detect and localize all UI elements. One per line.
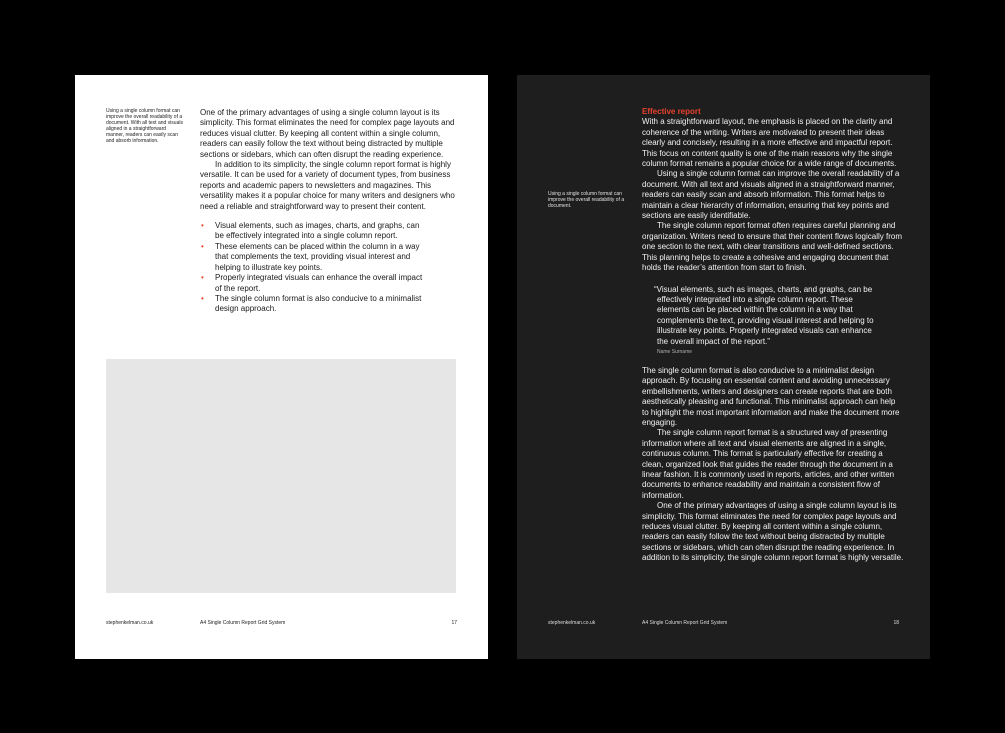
quote-text: “Visual elements, such as images, charts, and graphs, can be effectively integrated into a single column report. These elements can be placed within the column in a way that complements the text, providing visual interest and helping to illustrate key points. Properly integrated visuals can enhance the overall impact of the report.” [654,284,874,346]
bullet-icon: • [201,241,204,251]
body-paragraph: One of the primary advantages of using a single column layout is its simplicity. This format eliminates the need for complex page layouts and reduces visual clutter. By keeping all content within a single column, readers can easily follow the text without being distracted by multiple sections or sidebars, which can often disrupt the reading experience. [200,108,455,159]
main-column [200,108,462,315]
body-paragraph: One of the primary advantages of using a single column layout is its simplicity. This format eliminates the need for complex page layouts and reduces visual clutter. By keeping all content within a single column, readers can easily follow the text without being distracted by multiple sections or sidebars, which can often disrupt the reading experience. In addition to its simplicity, the single column report format is highly versatile. [642,501,904,563]
section-heading: Effective report [642,107,701,116]
right-page [517,75,930,659]
list-item-text: These elements can be placed within the column in a way that complements the text, providing visual interest and helping to illustrate key points. [215,241,420,272]
quote-attribution: Name Surname [657,348,693,355]
body-paragraph: In addition to its simplicity, the single column report format is highly versatile. It can be used for a variety of document types, from business reports and academic papers to newsletters and magazines. This versatility makes it a popular choice for many writers and designers who need a reliable and straightforward way to present their content. [200,160,455,211]
sidenote: Using a single column format can improve the overall readability of a document. [548,191,625,209]
footer-title: A4 Single Column Report Grid System [200,620,286,626]
list-item [201,241,425,273]
list-item-text: The single column format is also conducive to a minimalist design approach. [215,293,422,314]
bullet-icon: • [201,293,204,303]
bullet-icon: • [201,221,204,231]
page-number: 18 [893,620,899,626]
footer-title: A4 Single Column Report Grid System [642,620,728,626]
bullet-list [200,221,425,315]
list-item-text: Properly integrated visuals can enhance the overall impact of the report. [215,273,423,293]
list-item [201,221,425,242]
body-paragraph: The single column report format is a structured way of presenting information where all text and visual elements are aligned in a single, continuous column. This format is particularly effective for creating a clean, organized look that guides the reader through the document in a linear fashion. It is commonly used in reports, articles, and other written documents to enhance readability and maintain a consistent flow of information. [642,428,895,500]
list-item [201,273,425,294]
left-page [75,75,488,659]
bullet-icon: • [201,273,204,283]
pull-quote [654,285,880,355]
image-placeholder [106,359,456,593]
footer-site: stephenkelman.co.uk [106,620,154,626]
sidenote: Using a single column format can improve the overall readability of a document. With all text and visuals aligned in a straightforward manner, readers can easily scan and absorb information. [106,108,183,144]
body-paragraph: The single column report format often requires careful planning and organization. Writers need to ensure that their content flows logically from one section to the next, with clear transitions and well-defined sections. This planning helps to create a cohesive and engaging document that holds the reader’s attention from start to finish. [642,221,902,273]
page-number: 17 [451,620,457,626]
body-paragraph: The single column format is also conducive to a minimalist design approach. By focusing on essential content and avoiding unnecessary embellishments, writers and designers can create reports that are both aesthetically pleasing and functional. This minimalist approach can help to highlight the most important information and make the document more engaging. [642,365,900,427]
body-paragraph: Using a single column format can improve the overall readability of a document. With all text and visuals aligned in a straightforward manner, readers can easily scan and absorb information. This format helps to maintain a clear hierarchy of information, ensuring that key points and sections are easily identifiable. [642,169,900,221]
body-paragraph: With a straightforward layout, the emphasis is placed on the clarity and coherence of the writing. Writers are motivated to present their ideas clearly and concisely, resulting in a more effective and impactful report. This focus on content quality is one of the main reasons why the single column format remains a popular choice for a wide range of documents. [642,117,897,169]
list-item [201,293,425,315]
main-column [642,107,904,564]
footer-site: stephenkelman.co.uk [548,620,596,626]
list-item-text: Visual elements, such as images, charts, and graphs, can be effectively integrated into a single column report. [215,221,420,241]
